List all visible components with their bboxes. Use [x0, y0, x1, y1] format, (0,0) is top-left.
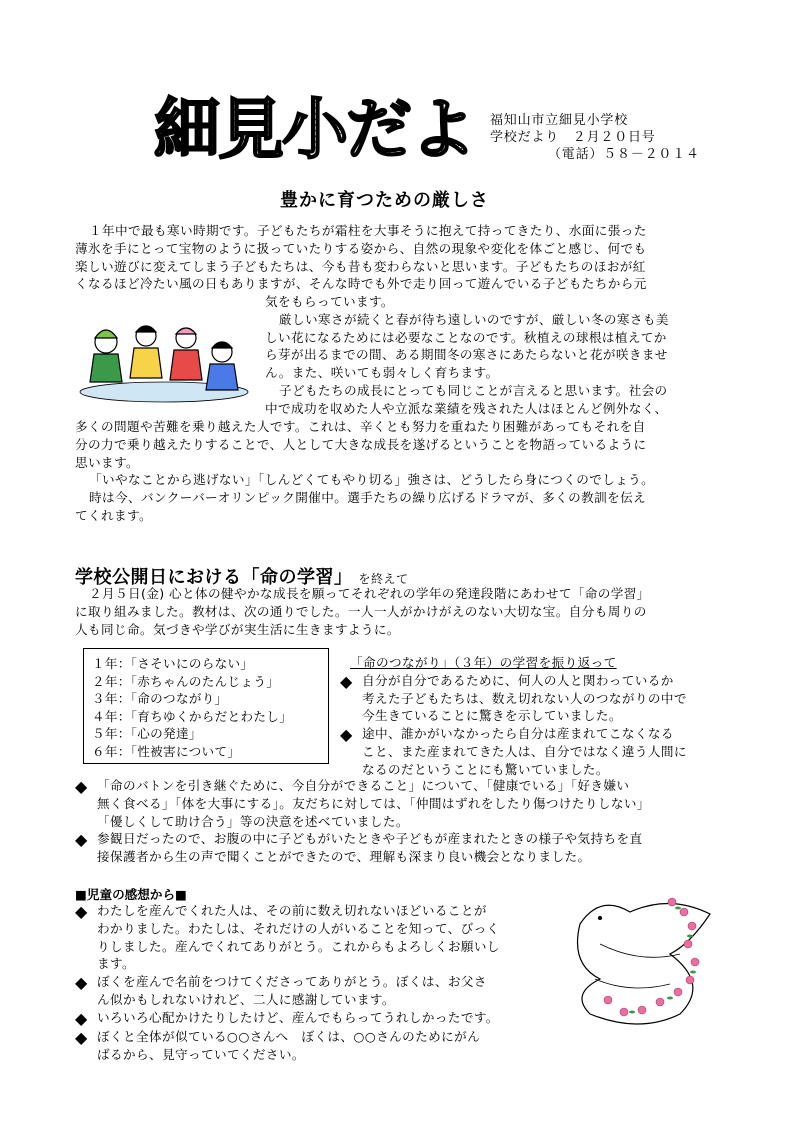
bullet-line: 「命のバトンを引き継ぐために、今自分ができること」について、「健康でいる」「好き嫌い	[97, 778, 630, 793]
article1-body-bottom	[75, 418, 725, 525]
paragraph-line: くなるほど冷たい風の日もありますが、そんな時でも外で走り回って遊んでいる子どもたちから元	[75, 276, 647, 292]
bullet-item	[75, 830, 730, 866]
impression-item	[75, 902, 565, 973]
review-section	[340, 654, 730, 779]
paragraph-line: しい花になるためには必要なことなのです。秋植えの球根は植えてか	[265, 329, 667, 345]
paragraph-line: てくれます。	[75, 507, 152, 523]
paragraph-line: 時は今、バンクーバーオリンピック開催中。選手たちの繰り広げるドラマが、多くの教訓を伝え	[89, 490, 647, 506]
paragraph-line: 分の力で乗り越えたりすることで、人として大きな成長を遂げるということを物語っているように	[75, 436, 647, 452]
paragraph-line: に取り組みました。教材は、次の通りでした。一人一人がかけがえのない大切な宝。自分も周りの	[75, 603, 647, 619]
article1-body	[75, 222, 725, 293]
bullet-line: こと、また産まれてきた人は、自分ではなく違う人間に	[362, 743, 687, 759]
bullet-line: 参観日だったので、お腹の中に子どもがいたときや子どもが産まれたときの様子や気持ちを直	[97, 831, 643, 847]
paragraph-line: 厳しい寒さが続くと春が待ち遠しいのですが、厳しい冬の寒さも美	[279, 311, 669, 327]
impressions-list	[75, 902, 565, 1063]
diamond-icon: ◆	[75, 902, 88, 921]
impression-item	[75, 1028, 565, 1064]
article-title: 豊かに育つための厳しさ	[280, 190, 489, 211]
impression-line: わたしを産んでくれた人は、その前に数え切れないほどいることが	[97, 903, 487, 918]
paragraph-line: 気をもらっています。	[265, 294, 394, 309]
section-title-suffix: を終えて	[358, 572, 409, 586]
paragraph-line: 多くの問題や苦難を乗り越えた人です。これは、辛くとも努力を重ねたり困難があってもそれを自	[75, 419, 646, 434]
materials-item: ６年：「性被害について」	[92, 743, 241, 759]
impression-line: いろいろ心配かけたりしたけど、産んでもらってうれしかったです。	[97, 1009, 499, 1025]
bullet-line: 途中、誰かがいなかったら自分は産まれてこなくなる	[362, 726, 674, 742]
materials-item: ５年：「心の発達」	[92, 726, 202, 742]
bullet-line: 「優しくして助け合う」等の決意を述べていました。	[97, 813, 409, 829]
materials-item: ４年：「育ちゆくからだとわたし」	[92, 708, 292, 724]
bullet-line: 考えた子どもたちは、数え切れない人のつながりの中で	[362, 690, 687, 706]
paragraph-line: 中で成功を収めた人や立派な業績を残された人はほとんど例外なく、	[265, 400, 668, 416]
diamond-icon: ◆	[75, 830, 88, 850]
review-bullet	[340, 672, 730, 725]
paragraph-line: 子どもたちの成長にとっても同じことが言えると思います。社会の	[279, 382, 668, 398]
diamond-icon: ◆	[340, 671, 353, 691]
paragraph-line: 人も同じ命。気づきや学びが実生活に生きますように。	[75, 621, 400, 637]
paragraph-line: 「いやなことから逃げない」「しんどくてもやり切る」強さは、どうしたら身につくのでしょう。	[89, 472, 655, 488]
bullet-line: 無く食べる」「体を大事にする」。友だちに対しては、「仲間はずれをしたり傷つけたりしない」	[97, 795, 650, 811]
paragraph-line: 薄氷を手にとって宝物のように扱っていたりする姿から、自然の現象や変化を体ごと感じ、何でも	[75, 240, 647, 256]
paragraph-line: ん。また、咲いても弱々しく育ちます。	[265, 365, 499, 381]
section-title-text: 学校公開日における「命の学習」	[75, 567, 353, 588]
bullet-line: 今生きていることに驚きを示していました。	[362, 708, 622, 724]
article2-intro	[75, 585, 725, 638]
diamond-icon: ◆	[75, 1027, 88, 1047]
impression-line: わかりました。わたしは、それだけの人がいることを知って、びっく	[97, 920, 500, 936]
impression-line: ます。	[97, 956, 135, 972]
impression-item	[75, 1009, 565, 1028]
header-info	[490, 112, 700, 163]
materials-box	[83, 648, 329, 764]
impression-line: ばるから、見守っていてください。	[97, 1046, 305, 1062]
phone-number: （電話）５８－２０１４	[548, 147, 700, 162]
article1-body-right	[265, 293, 725, 418]
review-heading: 「命のつながり」（３年）の学習を振り返って	[350, 655, 617, 670]
impression-line: りしました。産んでくれてありがとう。これからもよろしくお願いし	[97, 938, 500, 954]
paragraph-line: 思います。	[75, 454, 139, 470]
paragraph-line: ２月５日(金) 心と体の健やかな成長を願ってそれぞれの学年の発達段階にあわせて「命の学習」	[89, 586, 650, 601]
review-bullet	[340, 725, 730, 778]
diamond-icon: ◆	[75, 777, 88, 796]
materials-item: １年：「さそいにのらない」	[92, 656, 254, 671]
bullet-item	[75, 777, 730, 830]
impression-line: ぼくと全体が似ている○○さんへ ぼくは、○○さんのためにがん	[97, 1028, 481, 1044]
materials-item: ３年：「命のつながり」	[92, 691, 228, 707]
article2-bullets	[75, 777, 730, 866]
issue-date: 学校だより ２月２０日号	[490, 130, 656, 145]
paragraph-line: 楽しい遊びに変えてしまう子どもたちは、今も昔も変わらないと思います。子どもたちのほおが紅	[75, 258, 646, 274]
diamond-icon: ◆	[340, 725, 353, 745]
logo-text: 細見小だよ	[154, 91, 468, 168]
bullet-line: 自分が自分であるために、何人の人と関わっているか	[362, 672, 674, 688]
impression-line: ん似かもしれないけれど、二人に感謝しています。	[97, 991, 395, 1007]
impression-item	[75, 973, 565, 1009]
impression-line: ぼくを産んで名前をつけてくださってありがとう。ぼくは、お父さ	[97, 974, 487, 990]
materials-item: ２年：「赤ちゃんのたんじょう」	[92, 673, 280, 689]
paragraph-line: ら芽が出るまでの間、ある期間冬の寒さにあたらないと花が咲きませ	[265, 347, 668, 363]
newsletter-logo	[148, 88, 468, 168]
diamond-icon: ◆	[75, 973, 88, 993]
dove-illustration	[560, 884, 720, 1034]
bullet-line: 接保護者から生の声で聞くことができたので、理解も深まり良い機会となりました。	[97, 849, 591, 865]
bullet-line: なるのだということにも驚いていました。	[362, 761, 609, 777]
diamond-icon: ◆	[75, 1008, 88, 1028]
school-name: 福知山市立細見小学校	[490, 113, 629, 128]
children-illustration	[76, 312, 252, 404]
impressions-heading: ■児童の感想から■	[75, 887, 187, 902]
paragraph: １年中で最も寒い時期です。子どもたちが霜柱を大事そうに抱えて持ってきたり、水面に張った	[89, 223, 647, 238]
